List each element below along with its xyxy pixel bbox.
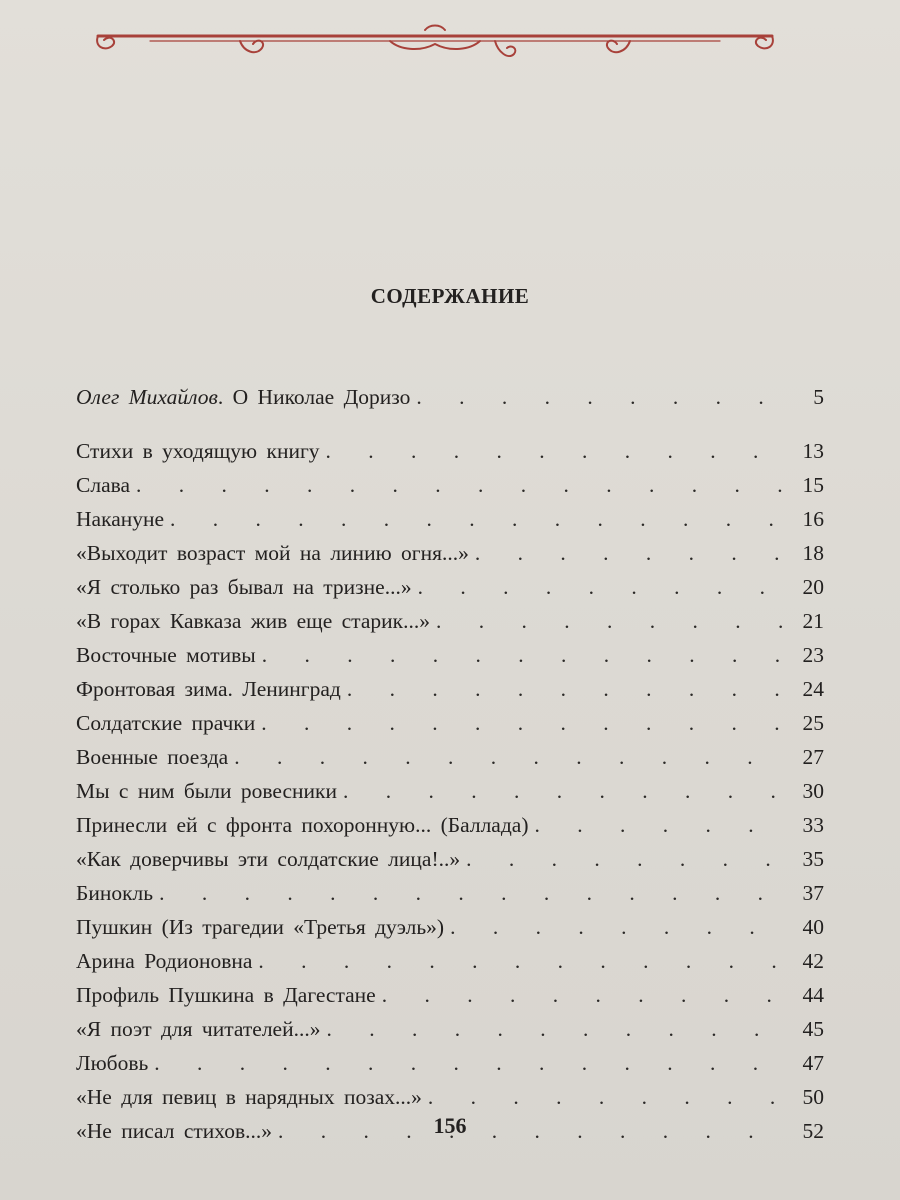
intro-author: Олег Михайлов <box>76 385 218 409</box>
intro-title: . О Николае Доризо <box>217 385 411 409</box>
dot-leader <box>466 842 788 876</box>
dot-leader <box>416 380 788 414</box>
toc-entry <box>76 638 824 672</box>
toc-entry <box>76 706 824 740</box>
toc-entry-title: «Я столько раз бывал на тризне...» <box>76 575 412 599</box>
toc-entry <box>76 808 824 842</box>
toc-entry-title: «Не писал стихов...» <box>76 1119 272 1143</box>
toc-entry-title: Профиль Пушкина в Дагестане <box>76 983 376 1007</box>
dot-leader <box>343 774 788 808</box>
toc-entry-title: Арина Родионовна <box>76 949 253 973</box>
dot-leader <box>436 604 788 638</box>
toc-entry-title: Стихи в уходящую книгу <box>76 439 320 463</box>
toc-entry-title: «Выходит возраст мой на линию огня...» <box>76 541 469 565</box>
dot-leader <box>475 536 788 570</box>
page-heading: СОДЕРЖАНИЕ <box>370 284 530 308</box>
toc-page-number: 15 <box>802 473 824 497</box>
toc-page-number: 45 <box>802 1017 824 1041</box>
dot-leader <box>428 1080 788 1114</box>
toc-entry-title <box>76 380 410 414</box>
toc-page-number: 21 <box>802 609 824 633</box>
toc-entry <box>76 944 824 978</box>
toc-entry-title: Любовь <box>76 1051 149 1075</box>
dot-leader <box>534 808 788 842</box>
toc-page-number: 23 <box>802 643 824 667</box>
toc-page-number: 18 <box>802 541 824 565</box>
toc-page-number: 5 <box>813 385 824 409</box>
page-number: 156 <box>433 1113 467 1138</box>
toc-entry <box>76 842 824 876</box>
toc-entry <box>76 1080 824 1114</box>
dot-leader <box>170 502 788 536</box>
toc-page-number: 25 <box>802 711 824 735</box>
toc-page-number: 24 <box>802 677 824 701</box>
dot-leader <box>258 944 788 978</box>
toc-page-number: 35 <box>802 847 824 871</box>
toc-entry-title: «Я поэт для читателей...» <box>76 1017 321 1041</box>
toc-entry-title: Мы с ним были ровесники <box>76 779 337 803</box>
toc-entry-title: Пушкин (Из трагедии «Третья дуэль») <box>76 915 445 939</box>
toc-page-number: 50 <box>802 1085 824 1109</box>
toc-entry <box>76 502 824 536</box>
toc-entry-title: Восточные мотивы <box>76 643 256 667</box>
toc-entry <box>76 434 824 468</box>
dot-leader <box>382 978 788 1012</box>
dot-leader <box>261 706 788 740</box>
toc-entry <box>76 1046 824 1080</box>
dot-leader <box>326 1012 788 1046</box>
dot-leader <box>136 468 788 502</box>
toc-page-number: 42 <box>802 949 824 973</box>
toc-entry-title: «В горах Кавказа жив еще старик...» <box>76 609 430 633</box>
dot-leader <box>347 672 788 706</box>
toc-page-number: 44 <box>802 983 824 1007</box>
toc-entry <box>76 672 824 706</box>
toc-entry-list <box>76 434 824 1148</box>
toc-entry <box>76 978 824 1012</box>
toc-page-number: 30 <box>802 779 824 803</box>
toc-page-number: 47 <box>802 1051 824 1075</box>
toc-entry <box>76 1012 824 1046</box>
toc-entry-title: Принесли ей с фронта похоронную... (Баллада) <box>76 813 529 837</box>
toc-entry <box>76 740 824 774</box>
dot-leader <box>262 638 788 672</box>
toc-page-number: 13 <box>802 439 824 463</box>
toc-entry <box>76 910 824 944</box>
toc-entry <box>76 876 824 910</box>
toc-page-number: 33 <box>802 813 824 837</box>
table-of-contents <box>76 380 824 1148</box>
toc-page-number: 16 <box>802 507 824 531</box>
toc-entry <box>76 774 824 808</box>
dot-leader <box>326 434 788 468</box>
dot-leader <box>154 1046 788 1080</box>
dot-leader <box>234 740 788 774</box>
dot-leader <box>159 876 788 910</box>
toc-entry-title: Бинокль <box>76 881 154 905</box>
toc-page-number: 37 <box>802 881 824 905</box>
toc-entry-title: «Как доверчивы эти солдатские лица!..» <box>76 847 461 871</box>
toc-entry-title: Накануне <box>76 507 165 531</box>
dot-leader <box>418 570 788 604</box>
toc-entry-title: Слава <box>76 473 131 497</box>
dot-leader <box>450 910 788 944</box>
toc-entry-title: «Не для певиц в нарядных позах...» <box>76 1085 422 1109</box>
toc-page-number: 40 <box>802 915 824 939</box>
toc-page-number: 52 <box>802 1119 824 1143</box>
toc-entry <box>76 570 824 604</box>
toc-entry-title: Солдатские прачки <box>76 711 256 735</box>
toc-entry <box>76 468 824 502</box>
toc-entry-intro <box>76 380 824 414</box>
toc-page-number: 20 <box>802 575 824 599</box>
toc-page-number: 27 <box>802 745 824 769</box>
toc-entry-title: Фронтовая зима. Ленинград <box>76 677 341 701</box>
toc-entry <box>76 536 824 570</box>
decorative-header-ornament <box>90 22 780 70</box>
toc-entry <box>76 604 824 638</box>
toc-entry-title: Военные поезда <box>76 745 229 769</box>
